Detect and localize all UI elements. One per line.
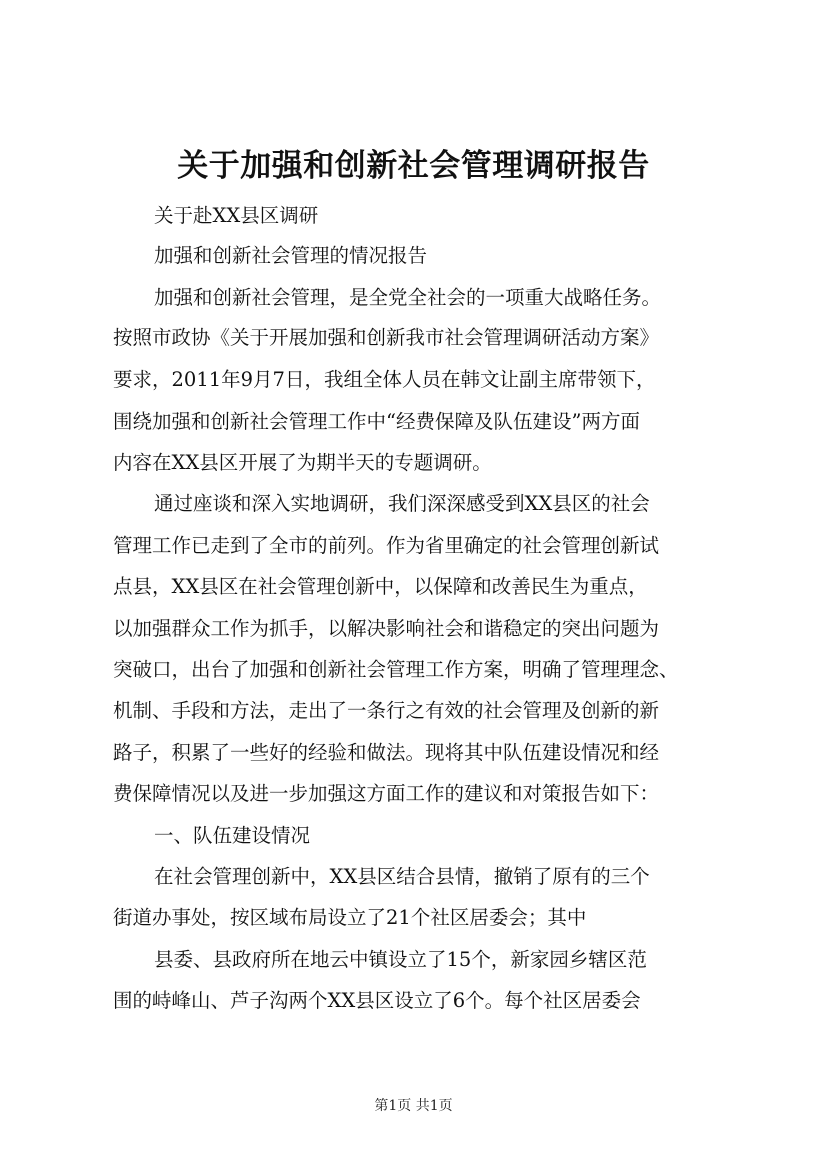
- body-line: 内容在XX县区开展了为期半天的专题调研。: [113, 451, 492, 474]
- body-line: 围的峙峰山、芦子沟两个XX县区设立了6个。每个社区居委会: [113, 989, 641, 1012]
- body-line: 县委、县政府所在地云中镇设立了15个，新家园乡辖区范: [154, 948, 647, 971]
- body-line: 点县，XX县区在社会管理创新中，以保障和改善民生为重点，: [113, 575, 648, 598]
- section-heading: 一、队伍建设情况: [154, 824, 311, 847]
- body-line: 路子，积累了一些好的经验和做法。现将其中队伍建设情况和经: [113, 741, 660, 764]
- body-line: 按照市政协《关于开展加强和创新我市社会管理调研活动方案》: [113, 326, 660, 349]
- body-line: 机制、手段和方法，走出了一条行之有效的社会管理及创新的新: [113, 699, 660, 722]
- page-footer: 第1页 共1页: [374, 1098, 453, 1114]
- document-title: 关于加强和创新社会管理调研报告: [177, 148, 650, 184]
- body-line: 关于赴XX县区调研: [154, 204, 319, 227]
- body-line: 管理工作已走到了全市的前列。作为省里确定的社会管理创新试: [113, 534, 660, 557]
- body-line: 加强和创新社会管理的情况报告: [154, 244, 428, 267]
- body-line: 围绕加强和创新社会管理工作中“经费保障及队伍建设”两方面: [113, 410, 640, 433]
- body-line: 以加强群众工作为抓手，以解决影响社会和谐稳定的突出问题为: [113, 617, 660, 640]
- body-line: 街道办事处，按区域布局设立了21个社区居委会；其中: [113, 906, 587, 929]
- body-line: 通过座谈和深入实地调研，我们深深感受到XX县区的社会: [154, 492, 650, 515]
- body-line: 突破口，出台了加强和创新社会管理工作方案，明确了管理理念、: [113, 658, 679, 681]
- body-line: 要求，2011年9月7日，我组全体人员在韩文让副主席带领下，: [113, 368, 656, 391]
- body-line: 在社会管理创新中，XX县区结合县情，撤销了原有的三个: [154, 865, 650, 888]
- body-line: 加强和创新社会管理，是全党全社会的一项重大战略任务。: [154, 286, 662, 309]
- body-line: 费保障情况以及进一步加强这方面工作的建议和对策报告如下：: [113, 782, 660, 805]
